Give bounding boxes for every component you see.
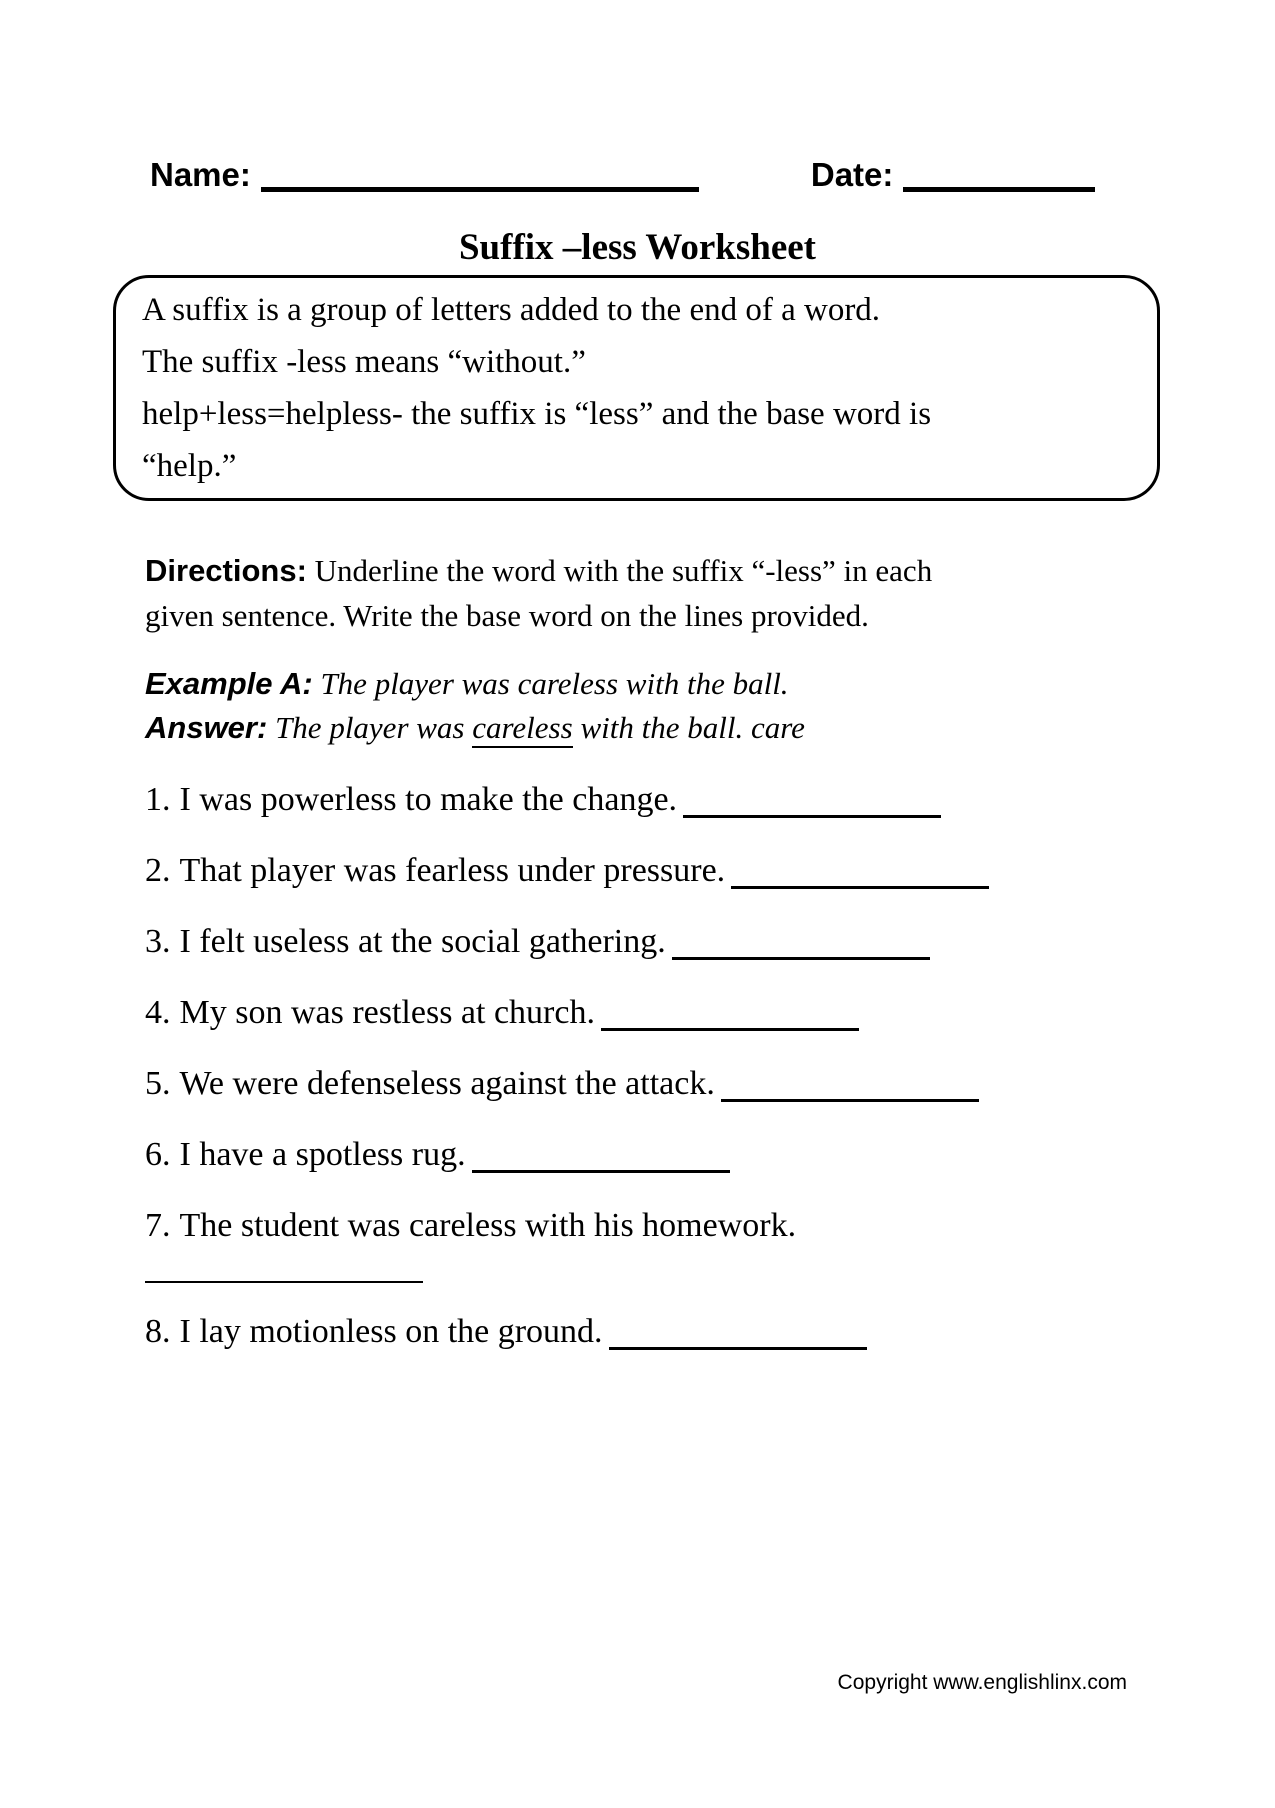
item-number: 2. bbox=[145, 852, 171, 889]
date-label: Date: bbox=[810, 156, 894, 193]
answer-blank-line bbox=[609, 1347, 867, 1350]
answer-text-pre: The player was bbox=[275, 710, 473, 745]
item-number: 7. bbox=[145, 1207, 171, 1244]
answer-label: Answer: bbox=[145, 710, 268, 745]
item-text: That player was fearless under pressure. bbox=[179, 852, 726, 889]
worksheet-item bbox=[145, 991, 1275, 1035]
definition-line: help+less=helpless- the suffix is “less” and the base word is bbox=[142, 396, 932, 432]
item-text: The student was careless with his homework. bbox=[179, 1207, 797, 1244]
name-blank-line bbox=[261, 187, 699, 192]
answer-blank-line bbox=[145, 1281, 423, 1283]
worksheet-item bbox=[145, 1133, 1275, 1177]
header bbox=[150, 158, 1275, 192]
directions bbox=[145, 548, 1045, 638]
item-number: 1. bbox=[145, 781, 171, 818]
worksheet-item bbox=[145, 920, 1275, 964]
worksheet-item bbox=[145, 1204, 1275, 1283]
example-answer-line bbox=[145, 706, 1275, 750]
item-number: 4. bbox=[145, 994, 171, 1031]
example-sentence: The player was careless with the ball. bbox=[320, 666, 789, 701]
page-title: Suffix –less Worksheet bbox=[458, 227, 816, 268]
directions-label: Directions: bbox=[145, 553, 307, 588]
worksheet-item bbox=[145, 1062, 1275, 1106]
name-label: Name: bbox=[150, 156, 251, 193]
item-text: I have a spotless rug. bbox=[179, 1136, 466, 1173]
definition-line: “help.” bbox=[142, 448, 237, 484]
example-label: Example A: bbox=[145, 666, 313, 701]
answer-blank-line bbox=[472, 1170, 730, 1173]
item-text: My son was restless at church. bbox=[179, 994, 595, 1031]
definition-box bbox=[113, 275, 1160, 501]
item-text: I lay motionless on the ground. bbox=[179, 1313, 603, 1350]
worksheet-item bbox=[145, 1310, 1275, 1354]
item-number: 8. bbox=[145, 1313, 171, 1350]
definition-line: A suffix is a group of letters added to the end of a word. bbox=[142, 292, 881, 328]
answer-blank-line bbox=[601, 1028, 859, 1031]
item-text: I was powerless to make the change. bbox=[179, 781, 678, 818]
answer-blank-line bbox=[731, 886, 989, 889]
example-block bbox=[145, 662, 1275, 750]
date-blank-line bbox=[903, 187, 1095, 192]
worksheet-item bbox=[145, 849, 1275, 893]
answer-blank-line bbox=[672, 957, 930, 960]
item-number: 5. bbox=[145, 1065, 171, 1102]
definition-line: The suffix -less means “without.” bbox=[142, 344, 586, 380]
directions-line-1 bbox=[145, 548, 1045, 593]
directions-text: Underline the word with the suffix “-less” in each bbox=[314, 553, 933, 588]
example-sentence-line bbox=[145, 662, 1275, 706]
item-text: I felt useless at the social gathering. bbox=[179, 923, 666, 960]
worksheet-item bbox=[145, 778, 1275, 822]
answer-blank-line bbox=[721, 1099, 979, 1102]
sentence-list bbox=[145, 778, 1275, 1354]
answer-text-post: with the ball. care bbox=[572, 710, 805, 745]
answer-underlined-word: careless bbox=[472, 710, 572, 748]
item-number: 6. bbox=[145, 1136, 171, 1173]
worksheet-page bbox=[0, 158, 1275, 1808]
copyright-text: Copyright www.englishlinx.com bbox=[837, 1671, 1127, 1694]
item-number: 3. bbox=[145, 923, 171, 960]
item-text: We were defenseless against the attack. bbox=[179, 1065, 715, 1102]
directions-line-2: given sentence. Write the base word on the lines provided. bbox=[145, 598, 869, 633]
answer-blank-line bbox=[683, 815, 941, 818]
